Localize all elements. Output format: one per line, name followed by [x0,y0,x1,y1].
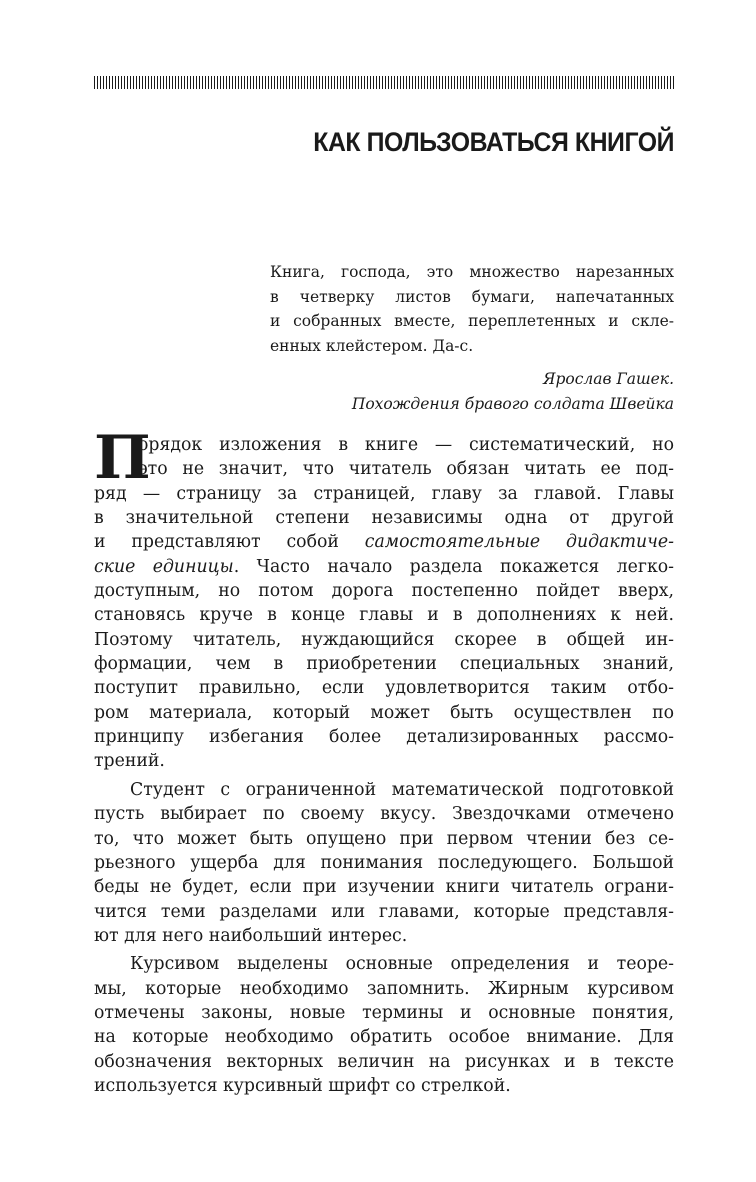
paragraph-2 [94,778,674,948]
text-line: трений. [94,751,165,772]
text-line: чится теми разделами или главами, которые представля- [94,901,674,922]
italic-term: самостоятельные дидактиче- [364,532,674,553]
text-line: ряд — страницу за страницей, главу за главой. Главы [94,483,674,504]
header-rule [94,76,674,89]
drop-cap: П [94,423,151,493]
text-line: орядок изложения в книге — систематический, но [138,435,674,455]
epigraph-line: в четверку листов бумаги, напечатанных [270,287,674,306]
text-line: Студент с ограниченной математической подготовкой [130,779,674,800]
text-segment: и представляют собой [94,532,365,553]
epigraph-line: и собранных вместе, переплетенных и скле- [270,312,674,330]
text-line: в значительной степени независимы одна от другой [94,508,674,529]
text-line: рьезного ущерба для понимания последующего. Большой [94,852,674,873]
body-text [94,423,674,1098]
text-line: ют для него наибольший интерес. [94,925,408,946]
text-segment: . Часто начало раздела покажется легко- [233,556,674,577]
paragraph-3 [94,952,674,1098]
text-line: это не значит, что читатель обязан читать ее под- [138,459,674,480]
text-line: используется курсивный шрифт со стрелкой. [94,1075,511,1096]
text-line: Курсивом выделены основные определения и теоре- [130,954,674,975]
text-line: пусть выбирает по своему вкусу. Звездочками отмечено [94,804,674,825]
text-line: становясь круче в конце главы и в дополнениях к ней. [94,605,674,626]
text-line [94,530,674,554]
epigraph-source: Похождения бравого солдата Швейка [351,394,674,413]
paragraph-1 [94,423,674,774]
epigraph-line: енных клейстером. Да-с. [270,336,474,355]
epigraph-author: Ярослав Гашек. [542,370,674,388]
epigraph [270,260,674,416]
text-line [94,555,674,579]
text-line: Поэтому читатель, нуждающийся скорее в общей ин- [94,629,674,650]
text-line: беды не будет, если при изучении книги читатель ограни- [94,877,674,898]
page-title: КАК ПОЛЬЗОВАТЬСЯ КНИГОЙ [313,127,674,157]
text-line: поступит правильно, если удовлетворится таким отбо- [94,678,674,699]
text-line: формации, чем в приобретении специальных знаний, [94,654,674,675]
text-line: то, что может быть опущено при первом чтении без се- [94,828,674,849]
italic-term: ские единицы [94,556,234,577]
text-line: принципу избегания более детализированных рассмо- [94,727,674,748]
text-line: доступным, но потом дорога постепенно пойдет вверх, [94,581,674,602]
text-line: на которые необходимо обратить особое внимание. Для [94,1027,674,1048]
text-line: отмечены законы, новые термины и основные понятия, [94,1002,674,1023]
text-line: мы, которые необходимо запомнить. Жирным курсивом [94,978,674,999]
text-line: обозначения векторных величин на рисунках и в тексте [94,1051,674,1072]
epigraph-line: Книга, господа, это множество нарезанных [270,263,674,281]
text-line: ром материала, который может быть осуществлен по [94,702,674,723]
